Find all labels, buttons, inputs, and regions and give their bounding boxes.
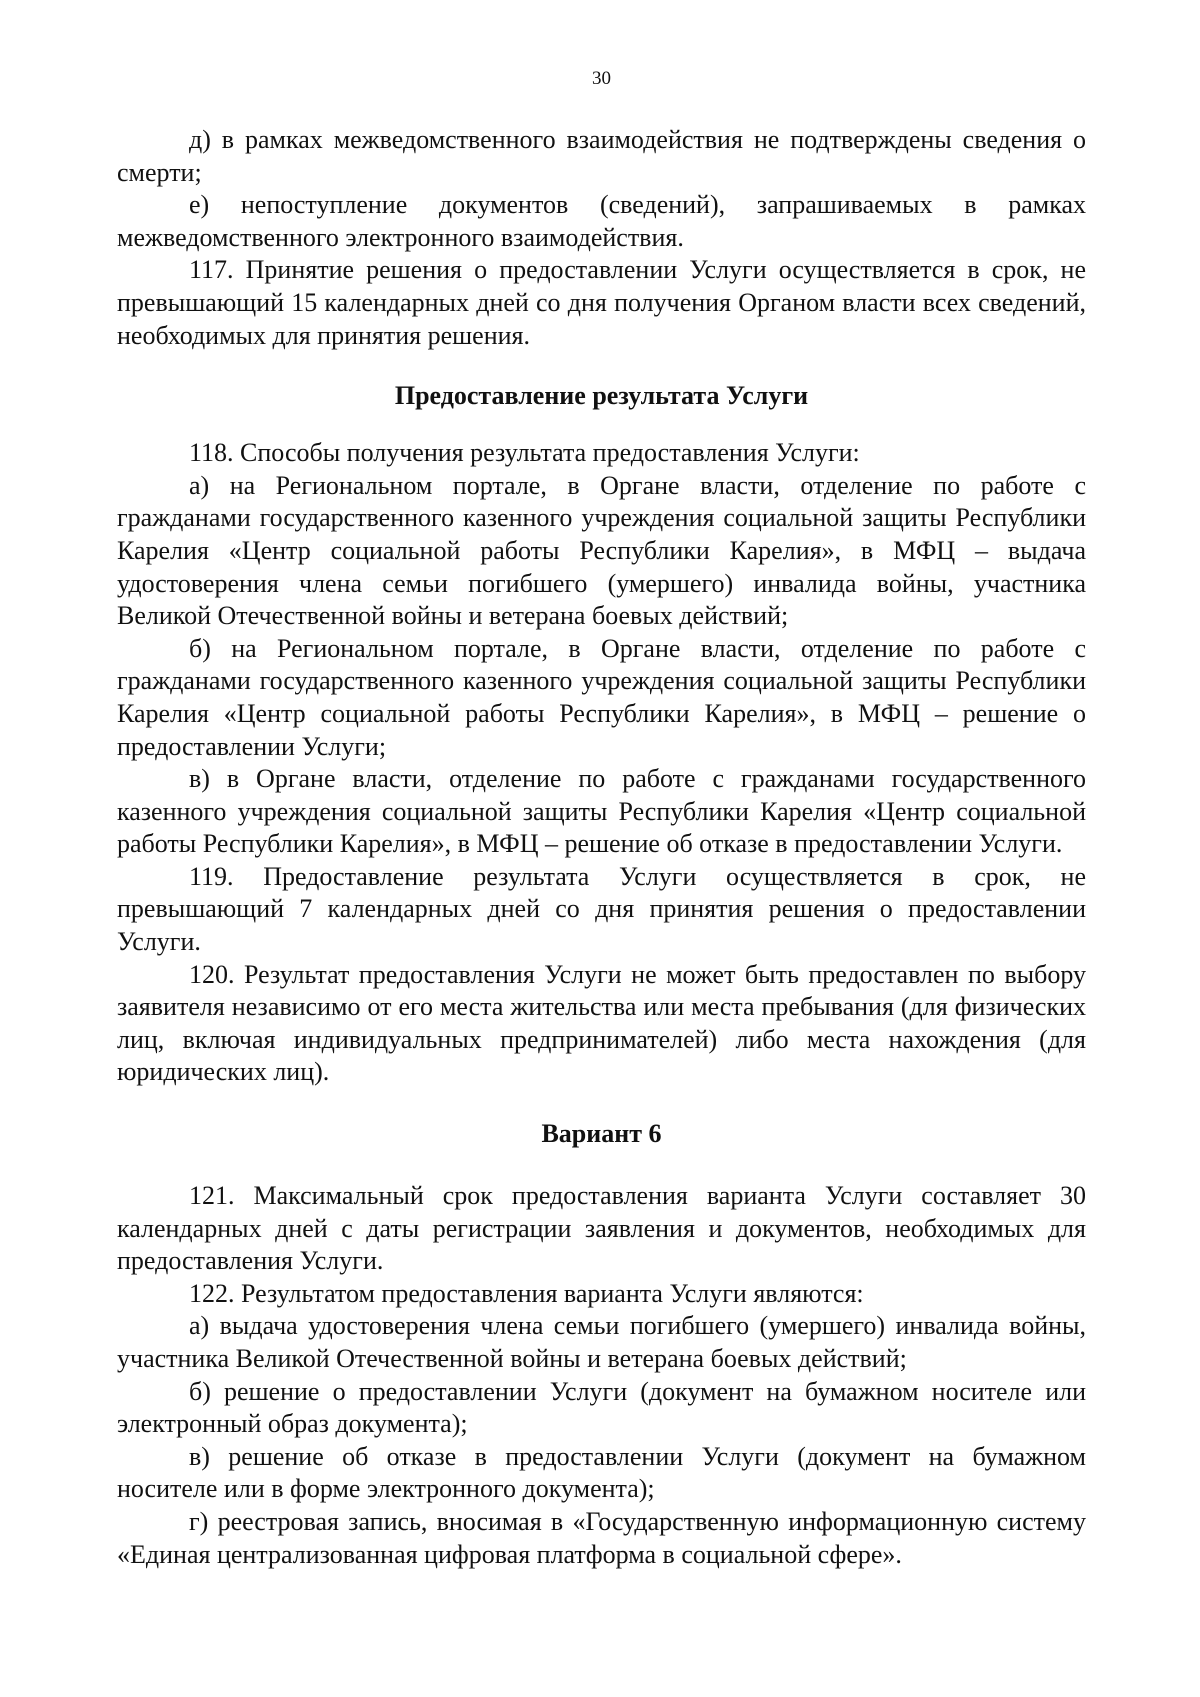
- paragraph: 119. Предоставление результата Услуги осуществляется в срок, не превышающий 7 календарных дней со дня принятия решения о предоставлении Услуги.: [117, 861, 1086, 957]
- document-page: [117, 68, 1086, 1571]
- paragraph: 122. Результатом предоставления варианта Услуги являются:: [189, 1278, 864, 1308]
- paragraph: е) непоступление документов (сведений), запрашиваемых в рамках межведомственного электронного взаимодействия.: [117, 190, 1086, 252]
- paragraph: 121. Максимальный срок предоставления варианта Услуги составляет 30 календарных дней с даты регистрации заявления и документов, необходимых для предоставления Услуги.: [117, 1181, 1086, 1276]
- paragraph: 117. Принятие решения о предоставлении Услуги осуществляется в срок, не превышающий 15 календарных дней со дня получения Органом власти всех сведений, необходимых для принятия решения.: [117, 255, 1086, 350]
- paragraph: д) в рамках межведомственного взаимодействия не подтверждены сведения о смерти;: [117, 125, 1086, 187]
- section-block-3: [117, 1180, 1086, 1571]
- section-block-2: [117, 437, 1086, 1089]
- paragraph: а) выдача удостоверения члена семьи погибшего (умершего) инвалида войны, участника Великой Отечественной войны и ветерана боевых действий;: [117, 1311, 1086, 1373]
- paragraph: 120. Результат предоставления Услуги не может быть предоставлен по выбору заявителя независимо от его места жительства или места пребывания (для физических лиц, включая индивидуальных предпринимателей) либо места нахождения (для юридических лиц).: [117, 959, 1086, 1087]
- section-block-1: [117, 124, 1086, 352]
- paragraph: 118. Способы получения результата предоставления Услуги:: [189, 438, 860, 468]
- page-number: 30: [592, 68, 611, 89]
- paragraph: а) на Региональном портале, в Органе власти, отделение по работе с гражданами государственного казенного учреждения социальной защиты Республики Карелия «Центр социальной работы Республики Карелия», в МФЦ – выдача удостоверения члена семьи погибшего (умершего) инвалида войны, участника Великой Отечественной войны и ветерана боевых действий;: [117, 470, 1086, 631]
- paragraph: б) на Региональном портале, в Органе власти, отделение по работе с гражданами государственного казенного учреждения социальной защиты Республики Карелия «Центр социальной работы Республики Карелия», в МФЦ – решение о предоставлении Услуги;: [117, 633, 1086, 761]
- paragraph: б) решение о предоставлении Услуги (документ на бумажном носителе или электронный образ документа);: [117, 1376, 1086, 1439]
- paragraph: в) решение об отказе в предоставлении Услуги (документ на бумажном носителе или в форме электронного документа);: [117, 1441, 1086, 1504]
- paragraph: г) реестровая запись, вносимая в «Государственную информационную систему «Единая централизованная цифровая платформа в социальной сфере».: [117, 1506, 1086, 1569]
- paragraph: в) в Органе власти, отделение по работе с гражданами государственного казенного учреждения социальной защиты Республики Карелия «Центр социальной работы Республики Карелия», в МФЦ – решение об отказе в предоставлении Услуги.: [117, 764, 1086, 859]
- section-heading-result: Предоставление результата Услуги: [394, 381, 809, 411]
- section-heading-variant: Вариант 6: [541, 1119, 662, 1149]
